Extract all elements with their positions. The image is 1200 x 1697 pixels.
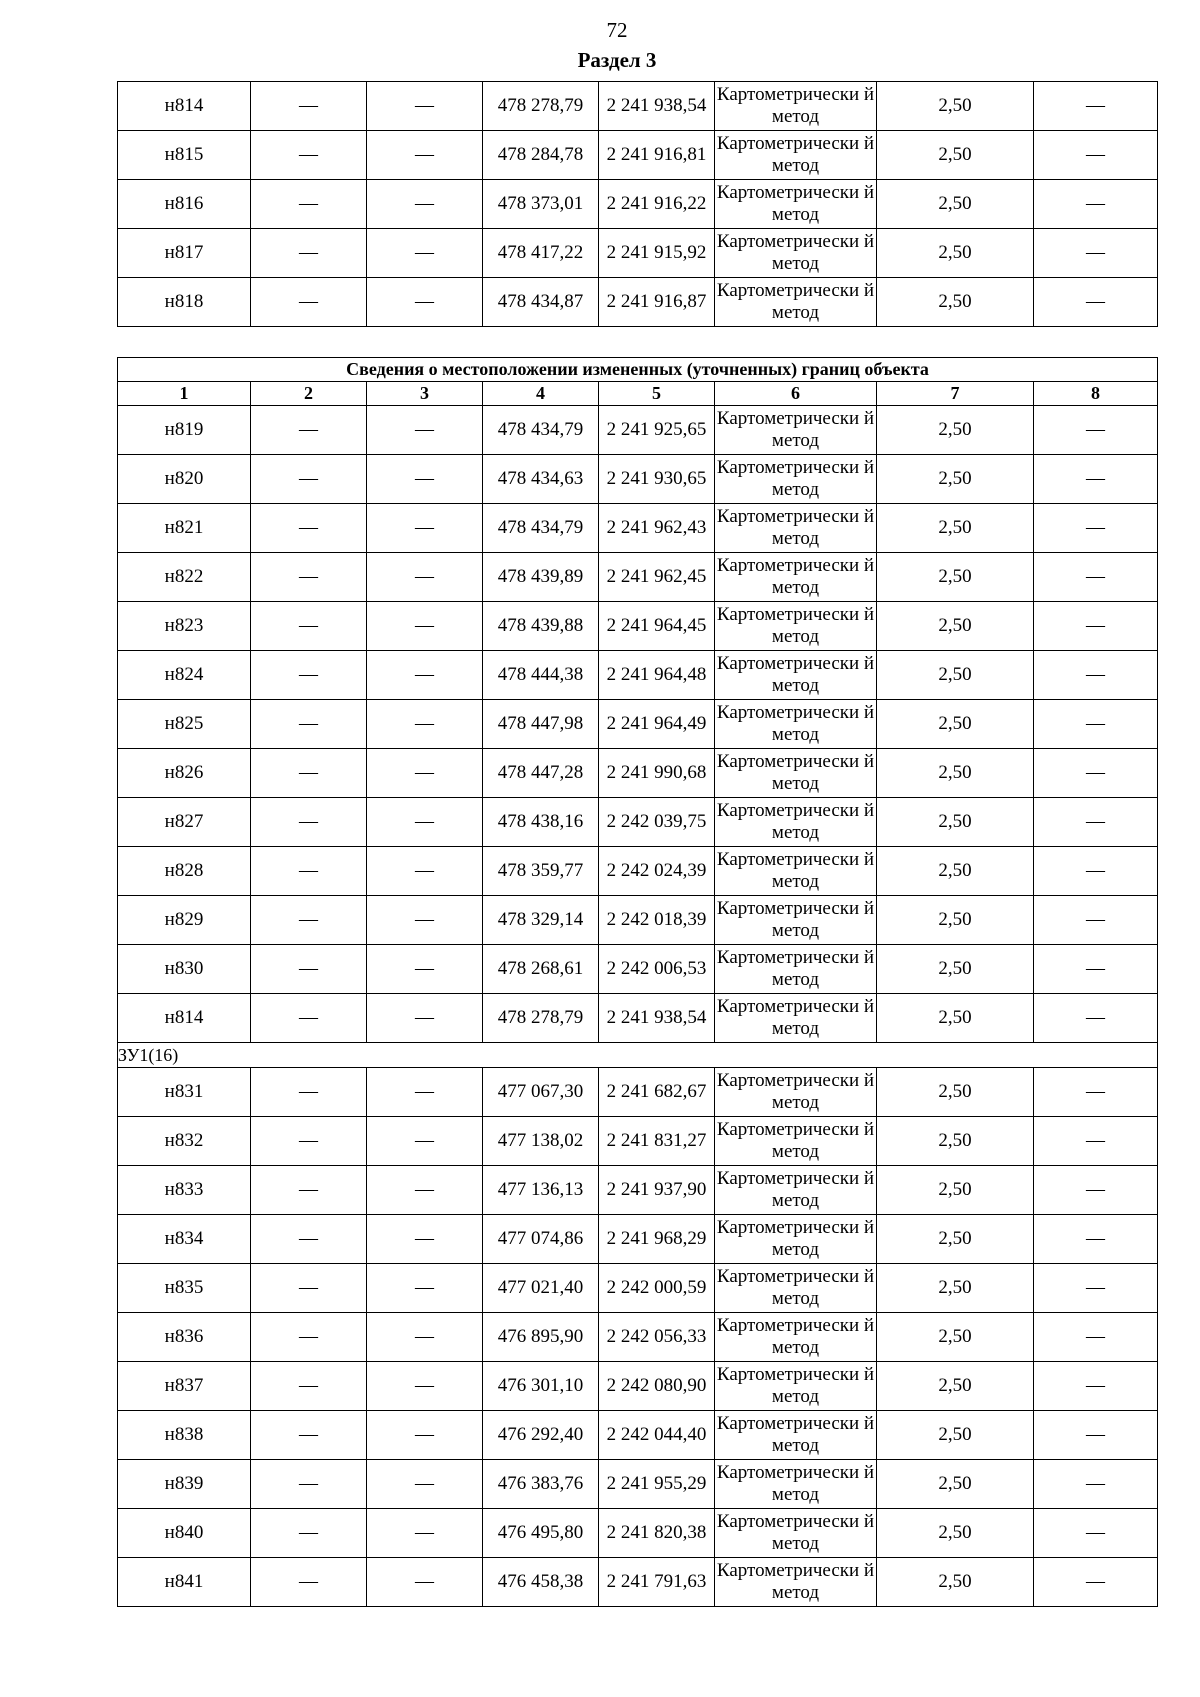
- point-id-cell: н829: [118, 896, 251, 945]
- col3-cell: —: [367, 700, 483, 749]
- point-id-cell: н816: [118, 180, 251, 229]
- col3-cell: —: [367, 1166, 483, 1215]
- point-id-cell: н832: [118, 1117, 251, 1166]
- col8-cell: —: [1034, 82, 1158, 131]
- col3-cell: —: [367, 1313, 483, 1362]
- table-row: [118, 1215, 1158, 1264]
- col2-cell: —: [251, 602, 367, 651]
- col3-cell: —: [367, 798, 483, 847]
- col8-cell: —: [1034, 406, 1158, 455]
- col3-cell: —: [367, 651, 483, 700]
- y-coordinate-cell: 2 241 915,92: [599, 229, 715, 278]
- col8-cell: —: [1034, 1509, 1158, 1558]
- col8-cell: —: [1034, 945, 1158, 994]
- table-row: [118, 700, 1158, 749]
- x-coordinate-cell: 477 074,86: [483, 1215, 599, 1264]
- point-id-cell: н828: [118, 847, 251, 896]
- col3-cell: —: [367, 229, 483, 278]
- y-coordinate-cell: 2 242 024,39: [599, 847, 715, 896]
- column-number-header: 4: [483, 382, 599, 406]
- y-coordinate-cell: 2 241 964,45: [599, 602, 715, 651]
- col8-cell: —: [1034, 651, 1158, 700]
- x-coordinate-cell: 476 495,80: [483, 1509, 599, 1558]
- group-label: ЗУ1(16): [118, 1043, 1158, 1068]
- accuracy-cell: 2,50: [877, 278, 1034, 327]
- col8-cell: —: [1034, 1264, 1158, 1313]
- table-row: [118, 798, 1158, 847]
- accuracy-cell: 2,50: [877, 1264, 1034, 1313]
- method-cell: Картометрически й метод: [715, 994, 877, 1043]
- col2-cell: —: [251, 1313, 367, 1362]
- col3-cell: —: [367, 1117, 483, 1166]
- accuracy-cell: 2,50: [877, 131, 1034, 180]
- section-title: Раздел 3: [577, 48, 657, 72]
- col3-cell: —: [367, 82, 483, 131]
- y-coordinate-cell: 2 242 039,75: [599, 798, 715, 847]
- col8-cell: —: [1034, 749, 1158, 798]
- method-cell: Картометрически й метод: [715, 798, 877, 847]
- col8-cell: —: [1034, 847, 1158, 896]
- accuracy-cell: 2,50: [877, 994, 1034, 1043]
- point-id-cell: н838: [118, 1411, 251, 1460]
- col2-cell: —: [251, 1117, 367, 1166]
- point-id-cell: н814: [118, 994, 251, 1043]
- point-id-cell: н822: [118, 553, 251, 602]
- col2-cell: —: [251, 1460, 367, 1509]
- x-coordinate-cell: 478 268,61: [483, 945, 599, 994]
- col8-cell: —: [1034, 553, 1158, 602]
- col8-cell: —: [1034, 1460, 1158, 1509]
- col2-cell: —: [251, 455, 367, 504]
- col2-cell: —: [251, 82, 367, 131]
- table-row: [118, 602, 1158, 651]
- col8-cell: —: [1034, 131, 1158, 180]
- x-coordinate-cell: 478 444,38: [483, 651, 599, 700]
- x-coordinate-cell: 478 438,16: [483, 798, 599, 847]
- y-coordinate-cell: 2 241 820,38: [599, 1509, 715, 1558]
- col3-cell: —: [367, 455, 483, 504]
- col8-cell: —: [1034, 504, 1158, 553]
- column-number-header: 6: [715, 382, 877, 406]
- method-cell: Картометрически й метод: [715, 1460, 877, 1509]
- col3-cell: —: [367, 1215, 483, 1264]
- method-cell: Картометрически й метод: [715, 131, 877, 180]
- x-coordinate-cell: 478 447,28: [483, 749, 599, 798]
- col2-cell: —: [251, 1166, 367, 1215]
- col8-cell: —: [1034, 1362, 1158, 1411]
- point-id-cell: н818: [118, 278, 251, 327]
- y-coordinate-cell: 2 241 968,29: [599, 1215, 715, 1264]
- method-cell: Картометрически й метод: [715, 82, 877, 131]
- col3-cell: —: [367, 994, 483, 1043]
- col2-cell: —: [251, 700, 367, 749]
- col3-cell: —: [367, 1068, 483, 1117]
- x-coordinate-cell: 478 278,79: [483, 82, 599, 131]
- col2-cell: —: [251, 749, 367, 798]
- point-id-cell: н814: [118, 82, 251, 131]
- accuracy-cell: 2,50: [877, 455, 1034, 504]
- x-coordinate-cell: 478 373,01: [483, 180, 599, 229]
- accuracy-cell: 2,50: [877, 1460, 1034, 1509]
- method-cell: Картометрически й метод: [715, 1509, 877, 1558]
- method-cell: Картометрически й метод: [715, 896, 877, 945]
- table-title-row: [118, 358, 1158, 382]
- y-coordinate-cell: 2 241 962,45: [599, 553, 715, 602]
- accuracy-cell: 2,50: [877, 945, 1034, 994]
- accuracy-cell: 2,50: [877, 553, 1034, 602]
- x-coordinate-cell: 478 359,77: [483, 847, 599, 896]
- point-id-cell: н834: [118, 1215, 251, 1264]
- x-coordinate-cell: 478 439,88: [483, 602, 599, 651]
- boundary-points-table: [117, 357, 1158, 1607]
- x-coordinate-cell: 478 284,78: [483, 131, 599, 180]
- method-cell: Картометрически й метод: [715, 1362, 877, 1411]
- y-coordinate-cell: 2 242 044,40: [599, 1411, 715, 1460]
- point-id-cell: н817: [118, 229, 251, 278]
- table-row: [118, 278, 1158, 327]
- y-coordinate-cell: 2 242 056,33: [599, 1313, 715, 1362]
- point-id-cell: н833: [118, 1166, 251, 1215]
- point-id-cell: н823: [118, 602, 251, 651]
- table-row: [118, 1068, 1158, 1117]
- x-coordinate-cell: 478 434,79: [483, 504, 599, 553]
- method-cell: Картометрически й метод: [715, 651, 877, 700]
- y-coordinate-cell: 2 241 916,87: [599, 278, 715, 327]
- point-id-cell: н825: [118, 700, 251, 749]
- col3-cell: —: [367, 504, 483, 553]
- y-coordinate-cell: 2 241 930,65: [599, 455, 715, 504]
- point-id-cell: н830: [118, 945, 251, 994]
- y-coordinate-cell: 2 242 080,90: [599, 1362, 715, 1411]
- accuracy-cell: 2,50: [877, 651, 1034, 700]
- col3-cell: —: [367, 945, 483, 994]
- x-coordinate-cell: 478 434,63: [483, 455, 599, 504]
- col2-cell: —: [251, 278, 367, 327]
- table-row: [118, 749, 1158, 798]
- col3-cell: —: [367, 896, 483, 945]
- table-row: [118, 1509, 1158, 1558]
- col8-cell: —: [1034, 994, 1158, 1043]
- x-coordinate-cell: 478 447,98: [483, 700, 599, 749]
- method-cell: Картометрически й метод: [715, 1068, 877, 1117]
- col3-cell: —: [367, 1264, 483, 1313]
- y-coordinate-cell: 2 241 916,22: [599, 180, 715, 229]
- col8-cell: —: [1034, 1117, 1158, 1166]
- column-number-header: 8: [1034, 382, 1158, 406]
- accuracy-cell: 2,50: [877, 504, 1034, 553]
- col3-cell: —: [367, 847, 483, 896]
- col2-cell: —: [251, 1411, 367, 1460]
- method-cell: Картометрически й метод: [715, 1215, 877, 1264]
- col2-cell: —: [251, 504, 367, 553]
- table-row: [118, 1264, 1158, 1313]
- x-coordinate-cell: 477 021,40: [483, 1264, 599, 1313]
- method-cell: Картометрически й метод: [715, 749, 877, 798]
- col3-cell: —: [367, 180, 483, 229]
- point-id-cell: н841: [118, 1558, 251, 1607]
- col2-cell: —: [251, 1558, 367, 1607]
- col3-cell: —: [367, 1460, 483, 1509]
- table-row: [118, 406, 1158, 455]
- x-coordinate-cell: 478 329,14: [483, 896, 599, 945]
- col8-cell: —: [1034, 1411, 1158, 1460]
- accuracy-cell: 2,50: [877, 1313, 1034, 1362]
- x-coordinate-cell: 478 278,79: [483, 994, 599, 1043]
- method-cell: Картометрически й метод: [715, 455, 877, 504]
- y-coordinate-cell: 2 241 925,65: [599, 406, 715, 455]
- col2-cell: —: [251, 406, 367, 455]
- col3-cell: —: [367, 602, 483, 651]
- accuracy-cell: 2,50: [877, 749, 1034, 798]
- x-coordinate-cell: 478 434,79: [483, 406, 599, 455]
- x-coordinate-cell: 476 301,10: [483, 1362, 599, 1411]
- accuracy-cell: 2,50: [877, 1411, 1034, 1460]
- table-row: [118, 1362, 1158, 1411]
- col2-cell: —: [251, 1509, 367, 1558]
- col8-cell: —: [1034, 1068, 1158, 1117]
- col2-cell: —: [251, 229, 367, 278]
- method-cell: Картометрически й метод: [715, 1558, 877, 1607]
- x-coordinate-cell: 476 292,40: [483, 1411, 599, 1460]
- point-id-cell: н820: [118, 455, 251, 504]
- table-row: [118, 1166, 1158, 1215]
- method-cell: Картометрически й метод: [715, 406, 877, 455]
- x-coordinate-cell: 478 417,22: [483, 229, 599, 278]
- accuracy-cell: 2,50: [877, 896, 1034, 945]
- x-coordinate-cell: 476 383,76: [483, 1460, 599, 1509]
- point-id-cell: н835: [118, 1264, 251, 1313]
- col3-cell: —: [367, 1362, 483, 1411]
- x-coordinate-cell: 476 895,90: [483, 1313, 599, 1362]
- point-id-cell: н839: [118, 1460, 251, 1509]
- col3-cell: —: [367, 749, 483, 798]
- coordinates-table-continued: [117, 81, 1158, 327]
- table-row: [118, 1117, 1158, 1166]
- method-cell: Картометрически й метод: [715, 847, 877, 896]
- col3-cell: —: [367, 1509, 483, 1558]
- table-row: [118, 82, 1158, 131]
- col2-cell: —: [251, 798, 367, 847]
- point-id-cell: н824: [118, 651, 251, 700]
- y-coordinate-cell: 2 241 964,49: [599, 700, 715, 749]
- table-row: [118, 229, 1158, 278]
- col8-cell: —: [1034, 229, 1158, 278]
- x-coordinate-cell: 477 138,02: [483, 1117, 599, 1166]
- table-row: [118, 896, 1158, 945]
- method-cell: Картометрически й метод: [715, 602, 877, 651]
- accuracy-cell: 2,50: [877, 847, 1034, 896]
- group-row: [118, 1043, 1158, 1068]
- y-coordinate-cell: 2 241 964,48: [599, 651, 715, 700]
- col2-cell: —: [251, 553, 367, 602]
- col8-cell: —: [1034, 180, 1158, 229]
- accuracy-cell: 2,50: [877, 1068, 1034, 1117]
- col3-cell: —: [367, 278, 483, 327]
- column-number-header: 1: [118, 382, 251, 406]
- method-cell: Картометрически й метод: [715, 278, 877, 327]
- col2-cell: —: [251, 994, 367, 1043]
- y-coordinate-cell: 2 241 791,63: [599, 1558, 715, 1607]
- point-id-cell: н831: [118, 1068, 251, 1117]
- y-coordinate-cell: 2 241 937,90: [599, 1166, 715, 1215]
- y-coordinate-cell: 2 242 000,59: [599, 1264, 715, 1313]
- col2-cell: —: [251, 1264, 367, 1313]
- table-row: [118, 180, 1158, 229]
- accuracy-cell: 2,50: [877, 406, 1034, 455]
- column-number-header: 7: [877, 382, 1034, 406]
- table-row: [118, 553, 1158, 602]
- col2-cell: —: [251, 1068, 367, 1117]
- method-cell: Картометрически й метод: [715, 229, 877, 278]
- y-coordinate-cell: 2 241 955,29: [599, 1460, 715, 1509]
- accuracy-cell: 2,50: [877, 798, 1034, 847]
- col2-cell: —: [251, 131, 367, 180]
- column-number-header: 3: [367, 382, 483, 406]
- x-coordinate-cell: 477 067,30: [483, 1068, 599, 1117]
- table-row: [118, 1411, 1158, 1460]
- y-coordinate-cell: 2 242 006,53: [599, 945, 715, 994]
- page-number: 72: [606, 18, 628, 42]
- accuracy-cell: 2,50: [877, 700, 1034, 749]
- accuracy-cell: 2,50: [877, 1117, 1034, 1166]
- method-cell: Картометрически й метод: [715, 180, 877, 229]
- column-number-row: [118, 382, 1158, 406]
- point-id-cell: н840: [118, 1509, 251, 1558]
- accuracy-cell: 2,50: [877, 1215, 1034, 1264]
- method-cell: Картометрически й метод: [715, 553, 877, 602]
- col8-cell: —: [1034, 1558, 1158, 1607]
- accuracy-cell: 2,50: [877, 180, 1034, 229]
- table-row: [118, 455, 1158, 504]
- table-row: [118, 504, 1158, 553]
- col3-cell: —: [367, 406, 483, 455]
- col3-cell: —: [367, 131, 483, 180]
- col8-cell: —: [1034, 278, 1158, 327]
- method-cell: Картометрически й метод: [715, 1166, 877, 1215]
- col3-cell: —: [367, 553, 483, 602]
- y-coordinate-cell: 2 242 018,39: [599, 896, 715, 945]
- col2-cell: —: [251, 896, 367, 945]
- accuracy-cell: 2,50: [877, 1362, 1034, 1411]
- table-row: [118, 847, 1158, 896]
- col2-cell: —: [251, 945, 367, 994]
- col8-cell: —: [1034, 602, 1158, 651]
- y-coordinate-cell: 2 241 682,67: [599, 1068, 715, 1117]
- point-id-cell: н819: [118, 406, 251, 455]
- accuracy-cell: 2,50: [877, 602, 1034, 651]
- y-coordinate-cell: 2 241 916,81: [599, 131, 715, 180]
- col3-cell: —: [367, 1558, 483, 1607]
- table-row: [118, 1558, 1158, 1607]
- col8-cell: —: [1034, 798, 1158, 847]
- table-row: [118, 131, 1158, 180]
- method-cell: Картометрически й метод: [715, 700, 877, 749]
- method-cell: Картометрически й метод: [715, 504, 877, 553]
- accuracy-cell: 2,50: [877, 1509, 1034, 1558]
- column-number-header: 5: [599, 382, 715, 406]
- method-cell: Картометрически й метод: [715, 1313, 877, 1362]
- x-coordinate-cell: 478 439,89: [483, 553, 599, 602]
- x-coordinate-cell: 477 136,13: [483, 1166, 599, 1215]
- method-cell: Картометрически й метод: [715, 1264, 877, 1313]
- column-number-header: 2: [251, 382, 367, 406]
- y-coordinate-cell: 2 241 938,54: [599, 994, 715, 1043]
- col8-cell: —: [1034, 896, 1158, 945]
- col8-cell: —: [1034, 455, 1158, 504]
- method-cell: Картометрически й метод: [715, 1411, 877, 1460]
- col2-cell: —: [251, 651, 367, 700]
- table-row: [118, 651, 1158, 700]
- col8-cell: —: [1034, 700, 1158, 749]
- x-coordinate-cell: 476 458,38: [483, 1558, 599, 1607]
- col2-cell: —: [251, 1215, 367, 1264]
- point-id-cell: н821: [118, 504, 251, 553]
- col8-cell: —: [1034, 1313, 1158, 1362]
- table-row: [118, 945, 1158, 994]
- accuracy-cell: 2,50: [877, 1166, 1034, 1215]
- point-id-cell: н827: [118, 798, 251, 847]
- point-id-cell: н815: [118, 131, 251, 180]
- y-coordinate-cell: 2 241 990,68: [599, 749, 715, 798]
- point-id-cell: н837: [118, 1362, 251, 1411]
- col8-cell: —: [1034, 1166, 1158, 1215]
- col2-cell: —: [251, 1362, 367, 1411]
- table-title: Сведения о местоположении измененных (уточненных) границ объекта: [118, 358, 1158, 382]
- y-coordinate-cell: 2 241 831,27: [599, 1117, 715, 1166]
- x-coordinate-cell: 478 434,87: [483, 278, 599, 327]
- col2-cell: —: [251, 847, 367, 896]
- accuracy-cell: 2,50: [877, 82, 1034, 131]
- point-id-cell: н826: [118, 749, 251, 798]
- method-cell: Картометрически й метод: [715, 1117, 877, 1166]
- y-coordinate-cell: 2 241 962,43: [599, 504, 715, 553]
- table-row: [118, 994, 1158, 1043]
- col8-cell: —: [1034, 1215, 1158, 1264]
- point-id-cell: н836: [118, 1313, 251, 1362]
- y-coordinate-cell: 2 241 938,54: [599, 82, 715, 131]
- accuracy-cell: 2,50: [877, 1558, 1034, 1607]
- table-row: [118, 1460, 1158, 1509]
- col3-cell: —: [367, 1411, 483, 1460]
- table-row: [118, 1313, 1158, 1362]
- method-cell: Картометрически й метод: [715, 945, 877, 994]
- col2-cell: —: [251, 180, 367, 229]
- accuracy-cell: 2,50: [877, 229, 1034, 278]
